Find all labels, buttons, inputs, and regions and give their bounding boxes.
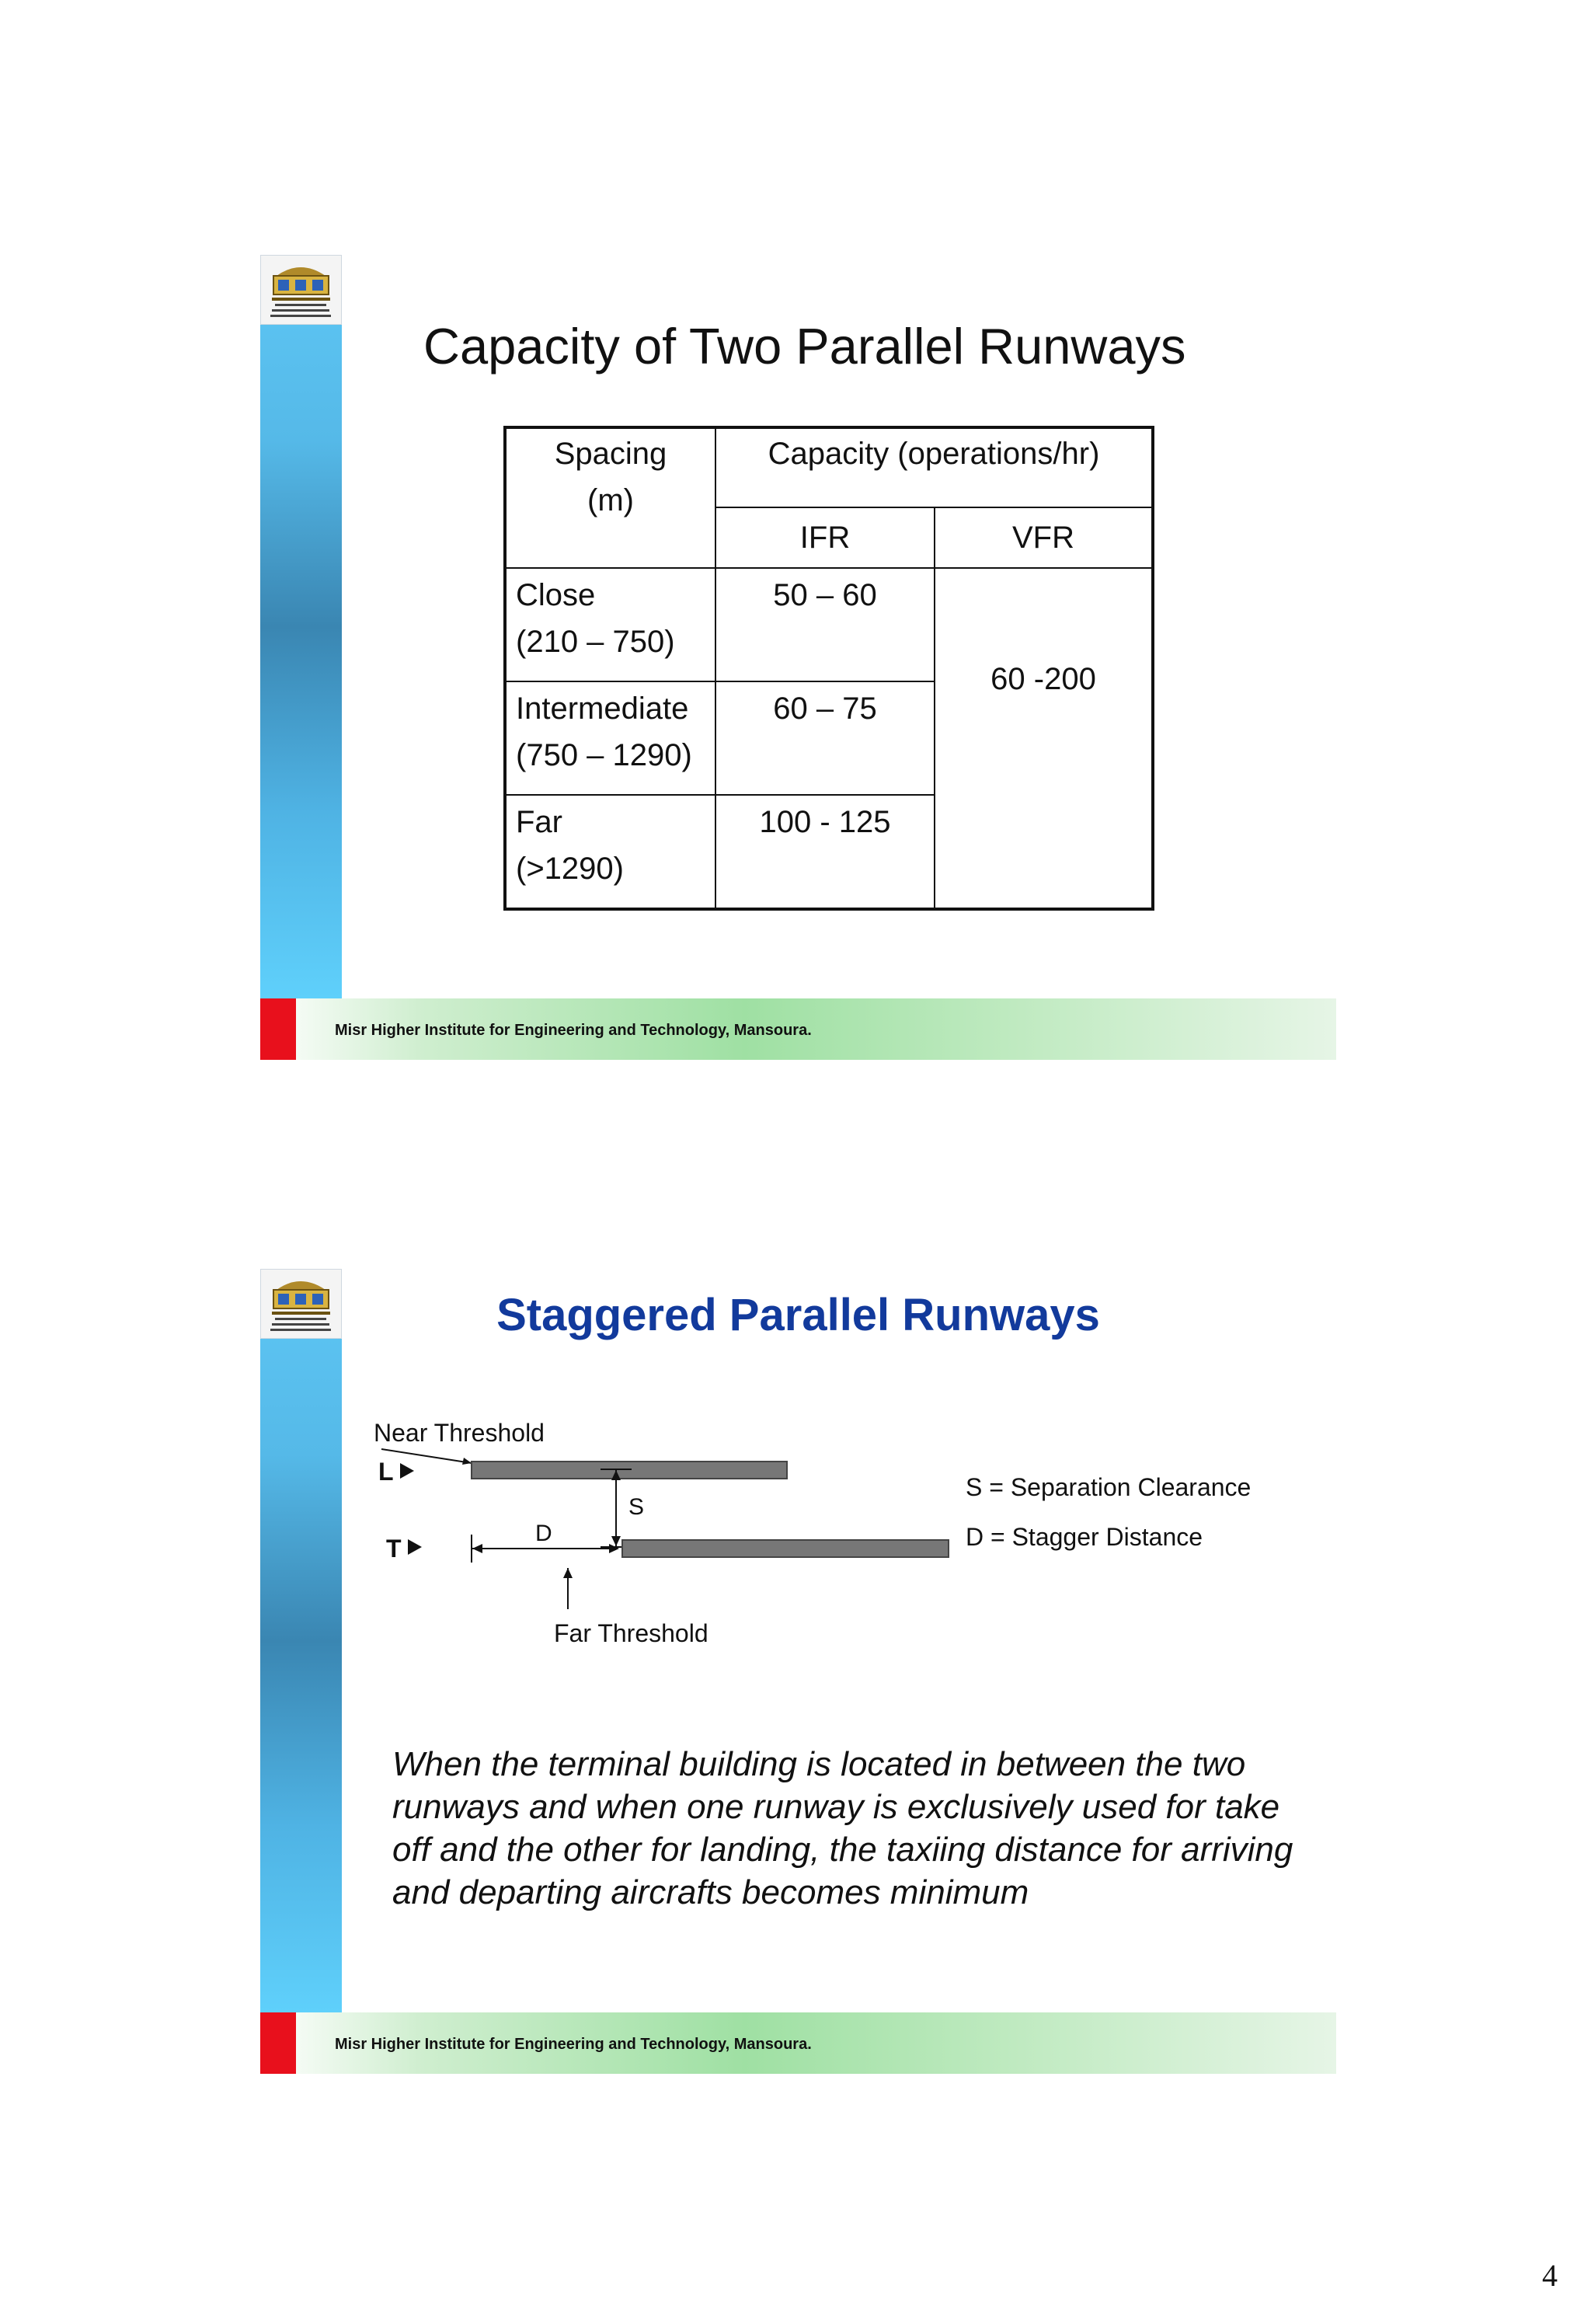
header-spacing-label: Spacing (554, 437, 667, 471)
header-ifr (715, 507, 935, 568)
footer-text: Misr Higher Institute for Engineering and Technology, Mansoura. (335, 1022, 812, 1039)
footer-red-block (260, 998, 296, 1060)
slide-title: Capacity of Two Parallel Runways (423, 318, 1186, 375)
header-capacity (715, 427, 1153, 507)
arrow-t-icon (408, 1539, 422, 1555)
vfr-value: 60 -200 (990, 662, 1096, 696)
footer-red-block (260, 2012, 296, 2074)
row-ifr-value: 60 – 75 (715, 681, 935, 795)
row-label (505, 681, 715, 795)
row-ifr-value: 100 - 125 (715, 795, 935, 909)
slide-capacity (260, 255, 1336, 1060)
arrow-l-icon (400, 1463, 414, 1479)
staggered-runway-diagram (369, 1409, 1252, 1673)
footer-text: Misr Higher Institute for Engineering and Technology, Mansoura. (335, 2036, 812, 2053)
row-label (505, 795, 715, 909)
row-label-name: Intermediate (516, 692, 689, 726)
header-capacity-label: Capacity (operations/hr) (768, 437, 1100, 471)
row-label-name: Close (516, 578, 596, 612)
row-ifr-value: 50 – 60 (715, 568, 935, 681)
header-spacing-unit: (m) (587, 483, 634, 517)
label-d: D (535, 1521, 552, 1546)
slide-footer (260, 2012, 1336, 2074)
header-vfr-label: VFR (1012, 521, 1074, 555)
slide-title: Staggered Parallel Runways (496, 1290, 1100, 1340)
label-t: T (386, 1535, 402, 1563)
slide-staggered (260, 1269, 1336, 2074)
runway-lower (622, 1540, 949, 1557)
header-spacing (505, 427, 715, 568)
header-ifr-label: IFR (799, 521, 851, 555)
near-threshold-label: Near Threshold (374, 1419, 545, 1447)
vfr-merged-cell (935, 568, 1153, 909)
row-label-range: (210 – 750) (516, 625, 675, 659)
header-vfr (935, 507, 1153, 568)
slide-sidebar (260, 255, 342, 998)
label-l: L (378, 1458, 394, 1486)
row-label-range: (>1290) (516, 852, 624, 886)
legend-stagger: D = Stagger Distance (966, 1523, 1203, 1551)
capacity-table (503, 426, 1154, 911)
far-threshold-label: Far Threshold (554, 1619, 708, 1647)
legend-separation: S = Separation Clearance (966, 1473, 1252, 1501)
table-row (505, 568, 1153, 681)
description-paragraph: When the terminal building is located in between the two runways and when one runway is exclusively used for take off and the other for landing, the taxiing distance for arriving and departing aircrafts becomes minimum (392, 1745, 1293, 1911)
row-label-range: (750 – 1290) (516, 738, 692, 772)
slide-sidebar (260, 1269, 342, 2012)
row-label (505, 568, 715, 681)
page-number: 4 (1542, 2258, 1558, 2293)
institute-logo (260, 255, 342, 325)
row-label-name: Far (516, 805, 562, 839)
slide-footer (260, 998, 1336, 1060)
label-s: S (628, 1494, 645, 1520)
near-threshold-pointer (381, 1449, 472, 1463)
